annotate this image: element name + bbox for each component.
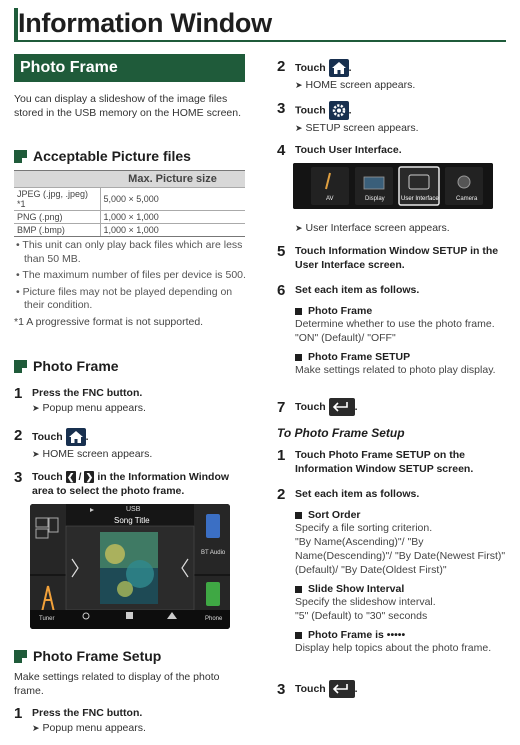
substep-2-items: Sort Order Specify a file sorting criterion. "By Name(Ascending)"/ "By Name(Descending)"/ "By Date(Newest First)" (Default)/ "By Date(Oldest First)" Slide Show Interval Specify the slideshow interval. "5" (Default) to "30" seconds Photo Frame is ••••• Display help topics about the photo frame. bbox=[295, 509, 506, 654]
item-slide-show-interval: Slide Show Interval bbox=[295, 583, 507, 595]
user-interface-key: User Interface bbox=[328, 144, 399, 156]
list-item: • This unit can only play back files which are less than 50 MB. bbox=[16, 239, 243, 265]
ui-tile-display[interactable]: Display bbox=[365, 196, 385, 202]
chevron-left-icon[interactable]: ❮ bbox=[66, 472, 75, 483]
bullet-list bbox=[14, 239, 246, 328]
setup-substep-2: 2 Set each item as follows. bbox=[277, 486, 420, 503]
setup-screen-screenshot bbox=[293, 163, 493, 209]
result-arrow-icon: ➤ bbox=[295, 80, 303, 90]
home-screen-screenshot bbox=[30, 504, 230, 629]
phone-label: Phone bbox=[205, 616, 223, 622]
chevron-right-icon[interactable]: ❯ bbox=[85, 472, 94, 483]
setup-intro-text: Make settings related to display of the photo frame. bbox=[14, 671, 220, 697]
ui-tile-camera[interactable]: Camera bbox=[456, 196, 478, 202]
step-4-result: ➤ User Interface screen appears. bbox=[295, 222, 450, 234]
result-arrow-icon: ➤ bbox=[295, 223, 303, 233]
page-title: Information Window bbox=[18, 8, 272, 38]
fnc-key: FNC bbox=[82, 707, 104, 719]
song-title-label: Song Title bbox=[114, 516, 150, 525]
photo-frame-setup-key: Photo Frame SETUP bbox=[328, 449, 431, 461]
photo-frame-heading: Photo Frame bbox=[14, 358, 119, 374]
setup-substep-1: 1 Touch Photo Frame SETUP on the Information Window SETUP screen. bbox=[277, 447, 474, 475]
right-step-2: 2 Touch . ➤ HOME screen appears. bbox=[277, 58, 416, 91]
result-arrow-icon: ➤ bbox=[295, 123, 303, 133]
ui-tile-user-interface[interactable]: User Interface bbox=[401, 196, 439, 202]
back-icon[interactable] bbox=[329, 680, 355, 698]
item-photo-frame-is: Photo Frame is ••••• bbox=[295, 629, 507, 641]
to-setup-heading: To Photo Frame Setup bbox=[277, 426, 405, 440]
right-step-6: 6 Set each item as follows. bbox=[277, 282, 420, 299]
step-6-items: Photo Frame Determine whether to use the photo frame. "ON" (Default)/ "OFF" Photo Frame SETUP Make settings related to photo play display. bbox=[295, 305, 507, 377]
acceptable-files-heading: Acceptable Picture files bbox=[14, 148, 191, 164]
step-1: 1 Press the FNC button. ➤ Popup menu appears. bbox=[14, 385, 146, 414]
setup-substep-3: 3 Touch . bbox=[277, 681, 358, 698]
table-row: PNG (.png) 1,000 × 1,000 bbox=[14, 211, 245, 224]
photo-frame-setup-heading: Photo Frame Setup bbox=[14, 648, 161, 664]
right-step-5: 5 Touch Information Window SETUP in the User Interface screen. bbox=[277, 243, 499, 271]
table-row: JPEG (.jpg, .jpeg) *1 5,000 × 5,000 bbox=[14, 188, 245, 211]
info-window-setup-key: Information Window SETUP bbox=[328, 245, 468, 257]
step-3: 3 Touch ❮ / ❯ in the Information Window area to select the photo frame. bbox=[14, 469, 230, 497]
item-photo-frame: Photo Frame bbox=[295, 305, 507, 317]
heading-square-icon bbox=[14, 360, 27, 373]
home-icon[interactable] bbox=[66, 428, 86, 446]
footnote: *1 A progressive format is not supported. bbox=[14, 315, 204, 328]
section-banner: Photo Frame bbox=[14, 54, 245, 82]
picture-size-table bbox=[14, 170, 245, 237]
right-step-7: 7 Touch . bbox=[277, 399, 358, 416]
result-arrow-icon: ➤ bbox=[32, 403, 40, 413]
fnc-key: FNC bbox=[82, 387, 104, 399]
step-2: 2 Touch . ➤ HOME screen appears. bbox=[14, 427, 153, 460]
result-arrow-icon: ➤ bbox=[32, 723, 40, 733]
list-item: • Picture files may not be played depending on their condition. bbox=[16, 285, 233, 311]
tuner-label: Tuner bbox=[39, 616, 55, 622]
result-arrow-icon: ➤ bbox=[32, 449, 40, 459]
ui-tile-av[interactable]: AV bbox=[326, 196, 334, 202]
home-icon[interactable] bbox=[329, 59, 349, 77]
item-sort-order: Sort Order bbox=[295, 509, 507, 521]
gear-icon[interactable] bbox=[329, 101, 349, 120]
right-step-4: 4 Touch User Interface. bbox=[277, 142, 402, 159]
back-icon[interactable] bbox=[329, 398, 355, 416]
table-header: Max. Picture size bbox=[100, 171, 245, 188]
item-photo-frame-setup: Photo Frame SETUP bbox=[295, 351, 507, 363]
usb-label: USB bbox=[126, 506, 141, 513]
list-item: • The maximum number of files per device is 500. bbox=[16, 269, 246, 281]
title-rule bbox=[14, 40, 506, 42]
heading-square-icon bbox=[14, 150, 27, 163]
setup-step-1: 1 Press the FNC button. ➤ Popup menu appears. bbox=[14, 705, 146, 734]
table-row: BMP (.bmp) 1,000 × 1,000 bbox=[14, 224, 245, 237]
intro-text: You can display a slideshow of the image files stored in the USB memory on the HOME screen. bbox=[14, 93, 242, 119]
heading-square-icon bbox=[14, 650, 27, 663]
bt-audio-label: BT Audio bbox=[201, 550, 226, 556]
right-step-3: 3 Touch . ➤ SETUP screen appears. bbox=[277, 100, 419, 134]
